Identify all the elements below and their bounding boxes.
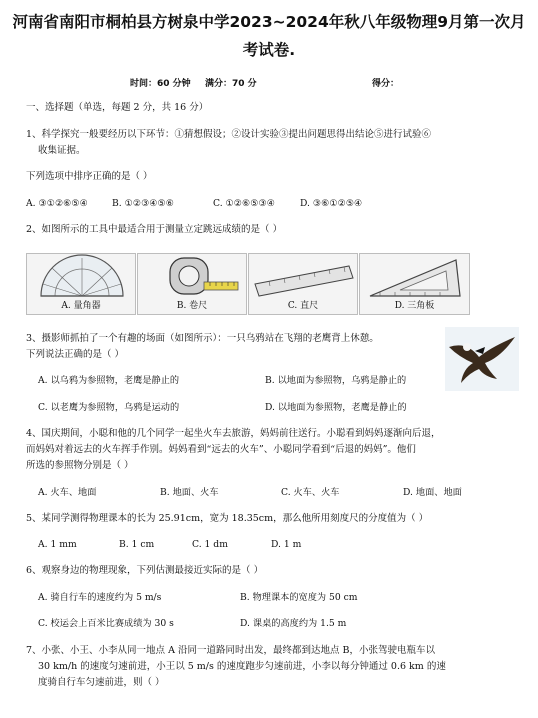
title-line-1: 河南省南阳市桐柏县方树泉中学2023~2024年秋八年级物理9月第一次月: [12, 13, 526, 31]
q5-option-c: C. 1 dm: [192, 539, 228, 550]
q4-option-c: C. 火车、火车: [281, 487, 340, 498]
q2-text: 2、如图所示的工具中最适合用于测量立定跳远成绩的是（ ）: [26, 224, 283, 235]
q6-option-c: C. 校运会上百米比赛成绩为 30 s: [38, 618, 174, 629]
q6-option-a: A. 骑自行车的速度约为 5 m/s: [38, 592, 162, 603]
tool-set-square: [359, 253, 470, 315]
section-heading: 一、选择题（单选，每题 2 分，共 16 分）: [26, 102, 209, 113]
q3-text-line-1: 3、摄影师抓拍了一个有趣的场面（如图所示）：一只乌鸦站在飞翔的老鹰背上休憩。: [26, 333, 379, 344]
tool-label-b: B. 卷尺: [176, 301, 208, 311]
q5-option-a: A. 1 mm: [38, 539, 77, 550]
q4-option-a: A. 火车、地面: [38, 487, 97, 498]
q6-option-b: B. 物理课本的宽度为 50 cm: [240, 592, 358, 603]
q1-option-b: B. ①②③④⑤⑥: [112, 198, 175, 209]
q4-option-d: D. 地面、地面: [403, 487, 462, 498]
q3-option-b: B. 以地面为参照物，乌鸦是静止的: [265, 375, 407, 386]
q5-option-b: B. 1 cm: [119, 539, 155, 550]
q1-text-line-2: 收集证据。: [38, 145, 86, 156]
tool-ruler: [248, 253, 358, 315]
q2-tools-figure: [26, 253, 470, 315]
eagle-icon: [445, 327, 519, 391]
tool-protractor: [26, 253, 136, 315]
q5-option-d: D. 1 m: [271, 539, 302, 550]
score-obtained: 得分：: [372, 79, 400, 89]
q1-option-c: C. ①②⑥⑤③④: [213, 198, 275, 209]
q4-text-line-1: 4、国庆期间，小聪和他的几个同学一起坐火车去旅游，妈妈前往送行。小聪看到妈妈逐渐向后退，: [26, 428, 441, 439]
q3-option-d: D. 以地面为参照物，老鹰是静止的: [265, 402, 407, 413]
exam-title: [0, 8, 538, 64]
q1-question: 下列选项中排序正确的是（ ）: [26, 171, 153, 182]
exam-total-score: 满分：70 分: [205, 79, 257, 89]
tool-label-a: A. 量角器: [61, 301, 101, 311]
title-line-2: 考试卷.: [242, 41, 296, 59]
q4-option-b: B. 地面、火车: [160, 487, 219, 498]
q4-text-line-3: 所选的参照物分别是（ ）: [26, 460, 134, 471]
q6-text: 6、观察身边的物理现象，下列估测最接近实际的是（ ）: [26, 565, 264, 576]
q3-text-line-2: 下列说法正确的是（ ）: [26, 349, 125, 360]
q1-option-a: A. ③①②⑥⑤④: [26, 198, 88, 209]
q1-option-d: D. ③⑥①②⑤④: [300, 198, 363, 209]
tool-tape-measure: [137, 253, 247, 315]
q5-text: 5、某同学测得物理课本的长为 25.91cm，宽为 18.35cm，那么他所用刻度尺的分度值为（ ）: [26, 513, 429, 524]
q7-text-line-2: 30 km/h 的速度匀速前进，小王以 5 m/s 的速度跑步匀速前进，小李以每分钟通过 0.6 km 的速: [38, 661, 446, 672]
q4-text-line-2: 而妈妈对着远去的火车挥手作别。妈妈看到“远去的火车”、小聪同学看到“后退的妈妈”。他们: [26, 444, 416, 455]
q1-text-line-1: 1、科学探究一般要经历以下环节：①猜想假设；②设计实验③提出问题思得出结论⑤进行试验⑥: [26, 129, 432, 140]
exam-time: 时间：60 分钟: [130, 79, 191, 89]
tool-label-c: C. 直尺: [287, 301, 319, 311]
tool-label-d: D. 三角板: [394, 301, 435, 311]
q3-option-c: C. 以老鹰为参照物，乌鸦是运动的: [38, 402, 180, 413]
q7-text-line-1: 7、小张、小王、小李从同一地点 A 沿同一道路同时出发，最终都到达地点 B，小张驾驶电瓶车以: [26, 645, 435, 656]
q6-option-d: D. 课桌的高度约为 1.5 m: [240, 618, 347, 629]
q3-option-a: A. 以乌鸦为参照物，老鹰是静止的: [38, 375, 180, 386]
q7-text-line-3: 度骑自行车匀速前进，则（ ）: [38, 677, 165, 688]
eagle-with-crow-photo: [445, 327, 519, 391]
